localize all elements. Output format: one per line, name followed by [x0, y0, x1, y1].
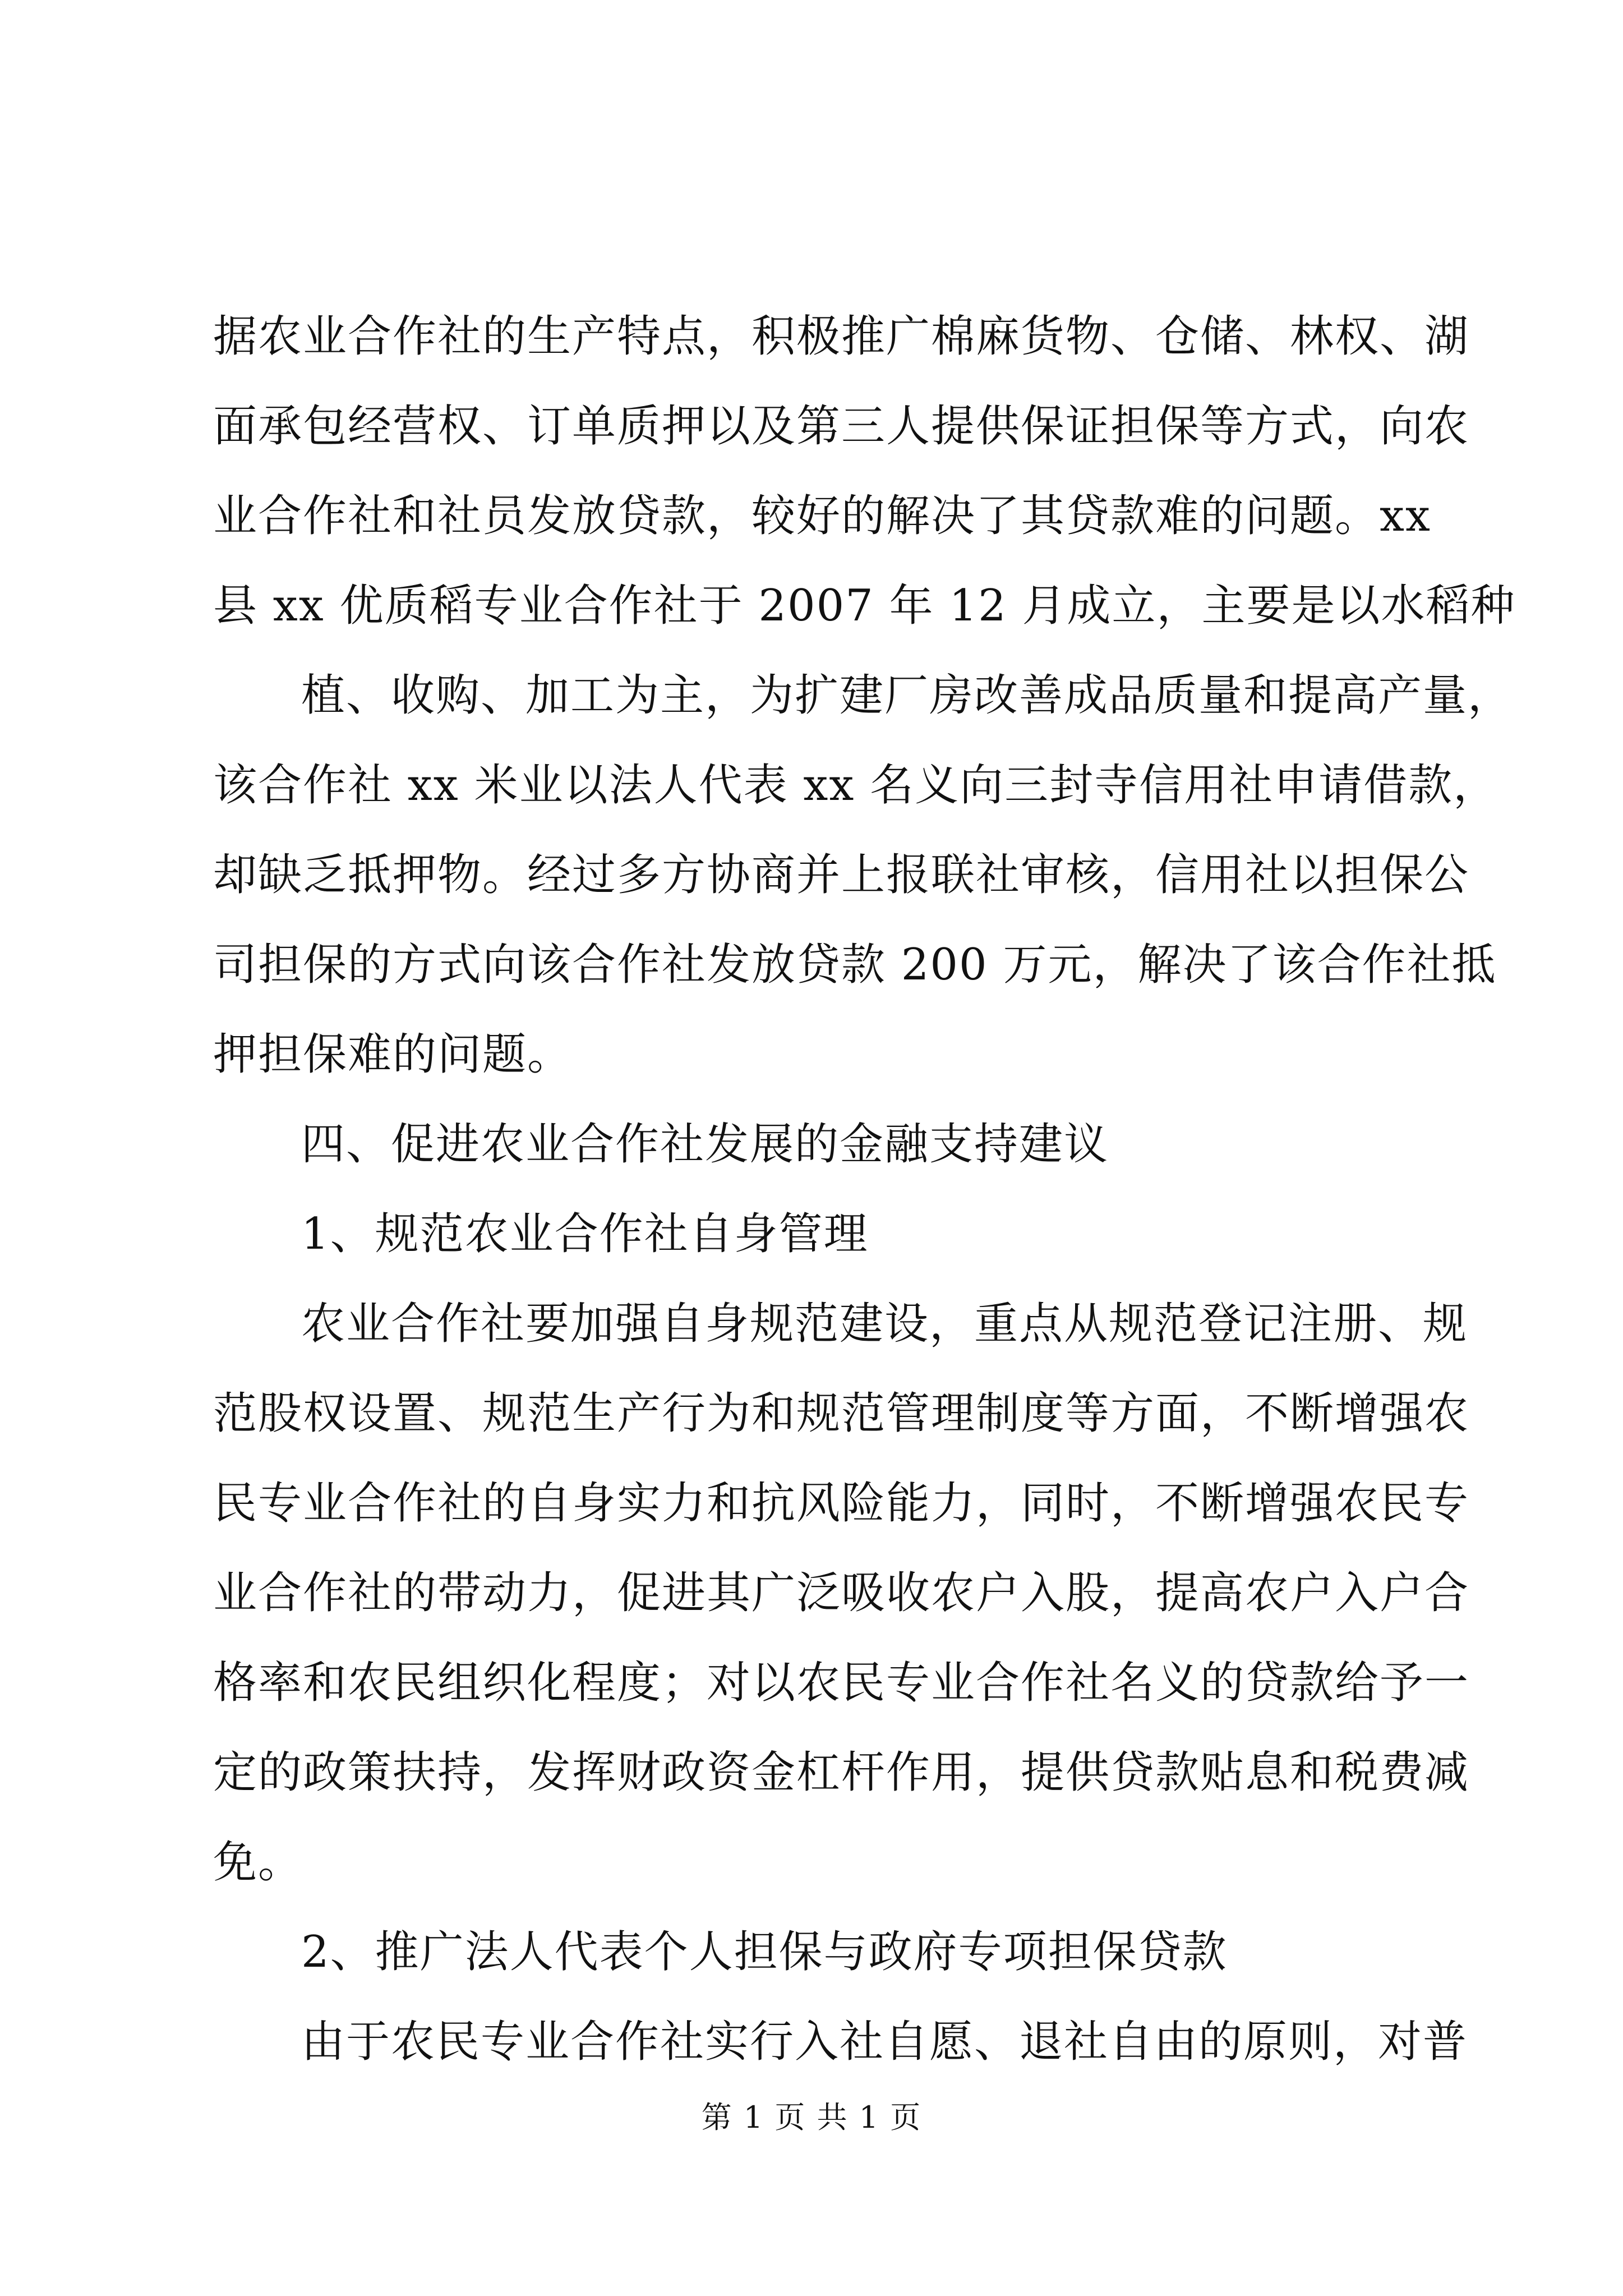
body-line-5: 植、收购、加工为主，为扩建厂房改善成品质量和提高产量，	[301, 670, 1513, 721]
subheading-2: 2、推广法人代表个人担保与政府专项担保贷款	[301, 1927, 1228, 1977]
body-line-20: 由于农民专业合作社实行入社自愿、退社自由的原则，对普	[301, 2017, 1468, 2067]
subheading-1: 1、规范农业合作社自身管理	[301, 1209, 869, 1259]
body-line-12: 农业合作社要加强自身规范建设，重点从规范登记注册、规	[301, 1299, 1468, 1349]
body-line-16: 格率和农民组织化程度；对以农民专业合作社名义的贷款给予一	[213, 1658, 1470, 1708]
body-line-13: 范股权设置、规范生产行为和规范管理制度等方面，不断增强农	[213, 1388, 1470, 1439]
section-heading-4: 四、促进农业合作社发展的金融支持建议	[301, 1119, 1109, 1170]
body-line-7: 却缺乏抵押物。经过多方协商并上报联社审核，信用社以担保公	[213, 850, 1470, 900]
body-line-14: 民专业合作社的自身实力和抗风险能力，同时，不断增强农民专	[213, 1478, 1470, 1529]
body-line-18: 免。	[213, 1837, 303, 1888]
body-line-1: 据农业合作社的生产特点，积极推广棉麻货物、仓储、林权、湖	[213, 311, 1470, 362]
body-line-3: 业合作社和社员发放贷款，较好的解决了其贷款难的问题。xx	[213, 491, 1431, 541]
body-line-2: 面承包经营权、订单质押以及第三人提供保证担保等方式，向农	[213, 401, 1470, 452]
body-line-4: 县 xx 优质稻专业合作社于 2007 年 12 月成立，主要是以水稻种	[213, 581, 1516, 631]
body-line-15: 业合作社的带动力，促进其广泛吸收农户入股，提高农户入户合	[213, 1568, 1470, 1618]
body-line-8: 司担保的方式向该合作社发放贷款 200 万元，解决了该合作社抵	[213, 940, 1497, 990]
body-line-9: 押担保难的问题。	[213, 1029, 573, 1080]
body-line-17: 定的政策扶持，发挥财政资金杠杆作用，提供贷款贴息和税费减	[213, 1747, 1470, 1798]
body-line-6: 该合作社 xx 米业以法人代表 xx 名义向三封寺信用社申请借款，	[213, 760, 1498, 811]
page-footer: 第 1 页 共 1 页	[701, 2100, 922, 2135]
